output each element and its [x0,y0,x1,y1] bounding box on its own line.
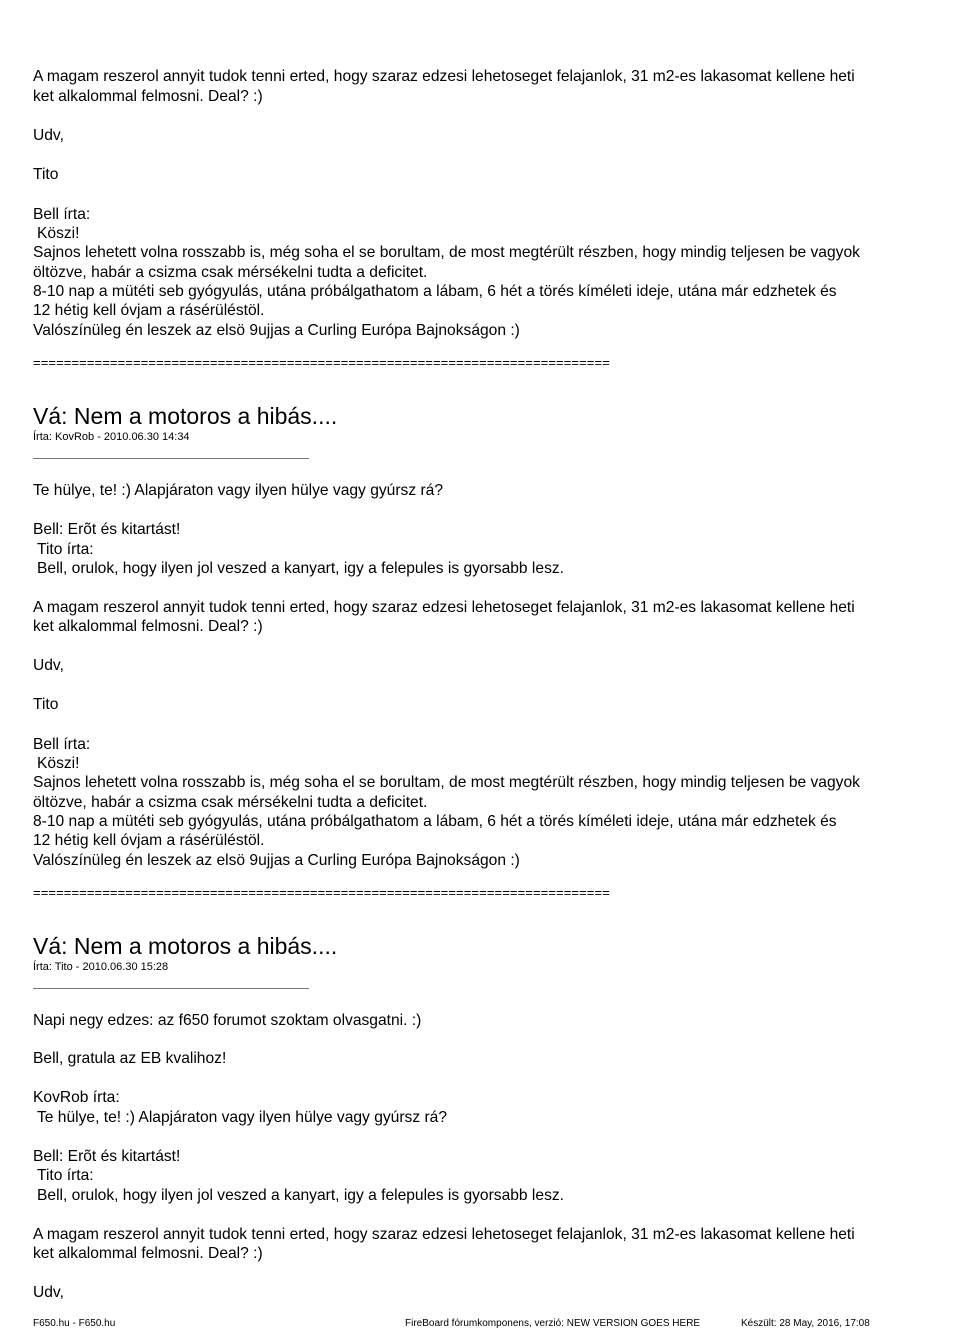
quote-text: 12 hétig kell óvjam a rásérüléstöl. [33,302,265,319]
greeting-text: Udv, [33,657,64,674]
quote-text: A magam reszerol annyit tudok tenni erted, hogy szaraz edzesi lehetoseget felajanlok, 31 m2-es lakasomat kellene heti [33,599,855,616]
quote-text: Valószínüleg én leszek az elsö 9ujjas a Curling Európa Bajnokságon :) [33,322,520,339]
footer-component: FireBoard fórumkomponens, verzió: NEW VERSION GOES HERE [405,1318,701,1329]
footer-generated: Készült: 28 May, 2016, 17:08 [741,1318,870,1329]
post-meta: Írta: KovRob - 2010.06.30 14:34 [33,431,190,443]
post-title: Vá: Nem a motoros a hibás.... [33,933,338,959]
quote-author-label: Bell írta: [33,206,91,223]
post-separator: =========================================================================== [33,885,610,900]
offer-text-line1: A magam reszerol annyit tudok tenni erted, hogy szaraz edzesi lehetoseget felajanlok, 31 m2-es lakasomat kellene heti [33,68,855,85]
post-meta: Írta: Tito - 2010.06.30 15:28 [33,961,169,973]
quote-text: 8-10 nap a mütéti seb gyógyulás, utána próbálgathatom a lábam, 6 hét a törés kíméleti ideje, utána már edzhetek és [33,283,837,300]
post-title: Vá: Nem a motoros a hibás.... [33,403,338,429]
quote-text: Sajnos lehetett volna rosszabb is, még soha el se borultam, de most megtérült részben, hogy mindig teljesen be vagyok [33,244,860,261]
quote-text: Bell, orulok, hogy ilyen jol veszed a kanyart, igy a felepules is gyorsabb lesz. [37,1187,564,1204]
footer-site: F650.hu - F650.hu [33,1318,116,1329]
greeting-text: Udv, [33,127,64,144]
greeting-text: Udv, [33,1284,64,1301]
quote-text: Bell, orulok, hogy ilyen jol veszed a kanyart, igy a felepules is gyorsabb lesz. [37,560,564,577]
quote-text: A magam reszerol annyit tudok tenni erted, hogy szaraz edzesi lehetoseget felajanlok, 31 m2-es lakasomat kellene heti [33,1226,855,1243]
quote-text: Te hülye, te! :) Alapjáraton vagy ilyen hülye vagy gyúrsz rá? [37,1109,447,1126]
quote-author-label: Tito írta: [37,1167,94,1184]
quote-text: Bell: Erõt és kitartást! [33,1148,181,1165]
quote-text: ket alkalommal felmosni. Deal? :) [33,1245,263,1262]
signature-text: Tito [33,696,59,713]
quote-text: 12 hétig kell óvjam a rásérüléstöl. [33,832,265,849]
quote-text: Sajnos lehetett volna rosszabb is, még soha el se borultam, de most megtérült részben, hogy mindig teljesen be vagyok [33,774,860,791]
quote-text: öltözve, habár a csizma csak mérsékelni tudta a deficitet. [33,264,428,281]
quote-text: 8-10 nap a mütéti seb gyógyulás, utána próbálgathatom a lábam, 6 hét a törés kíméleti ideje, utána már edzhetek és [33,813,837,830]
post-body-text: Bell, gratula az EB kvalihoz! [33,1050,227,1067]
quote-text: Köszi! [37,225,80,242]
post-separator: =========================================================================== [33,355,610,370]
quote-text: öltözve, habár a csizma csak mérsékelni tudta a deficitet. [33,794,428,811]
offer-text-line2: ket alkalommal felmosni. Deal? :) [33,88,263,105]
quote-text: ket alkalommal felmosni. Deal? :) [33,618,263,635]
quote-author-label: Bell írta: [33,736,91,753]
quote-author-label: KovRob írta: [33,1089,120,1106]
post-body-text: Bell: Erõt és kitartást! [33,521,181,538]
post-body-text: Te hülye, te! :) Alapjáraton vagy ilyen hülye vagy gyúrsz rá? [33,482,443,499]
quote-text: Köszi! [37,755,80,772]
post-divider [33,458,309,459]
post-divider [33,988,309,989]
signature-text: Tito [33,166,59,183]
quote-author-label: Tito írta: [37,541,94,558]
post-body-text: Napi negy edzes: az f650 forumot szoktam olvasgatni. :) [33,1012,422,1029]
quote-text: Valószínüleg én leszek az elsö 9ujjas a Curling Európa Bajnokságon :) [33,852,520,869]
